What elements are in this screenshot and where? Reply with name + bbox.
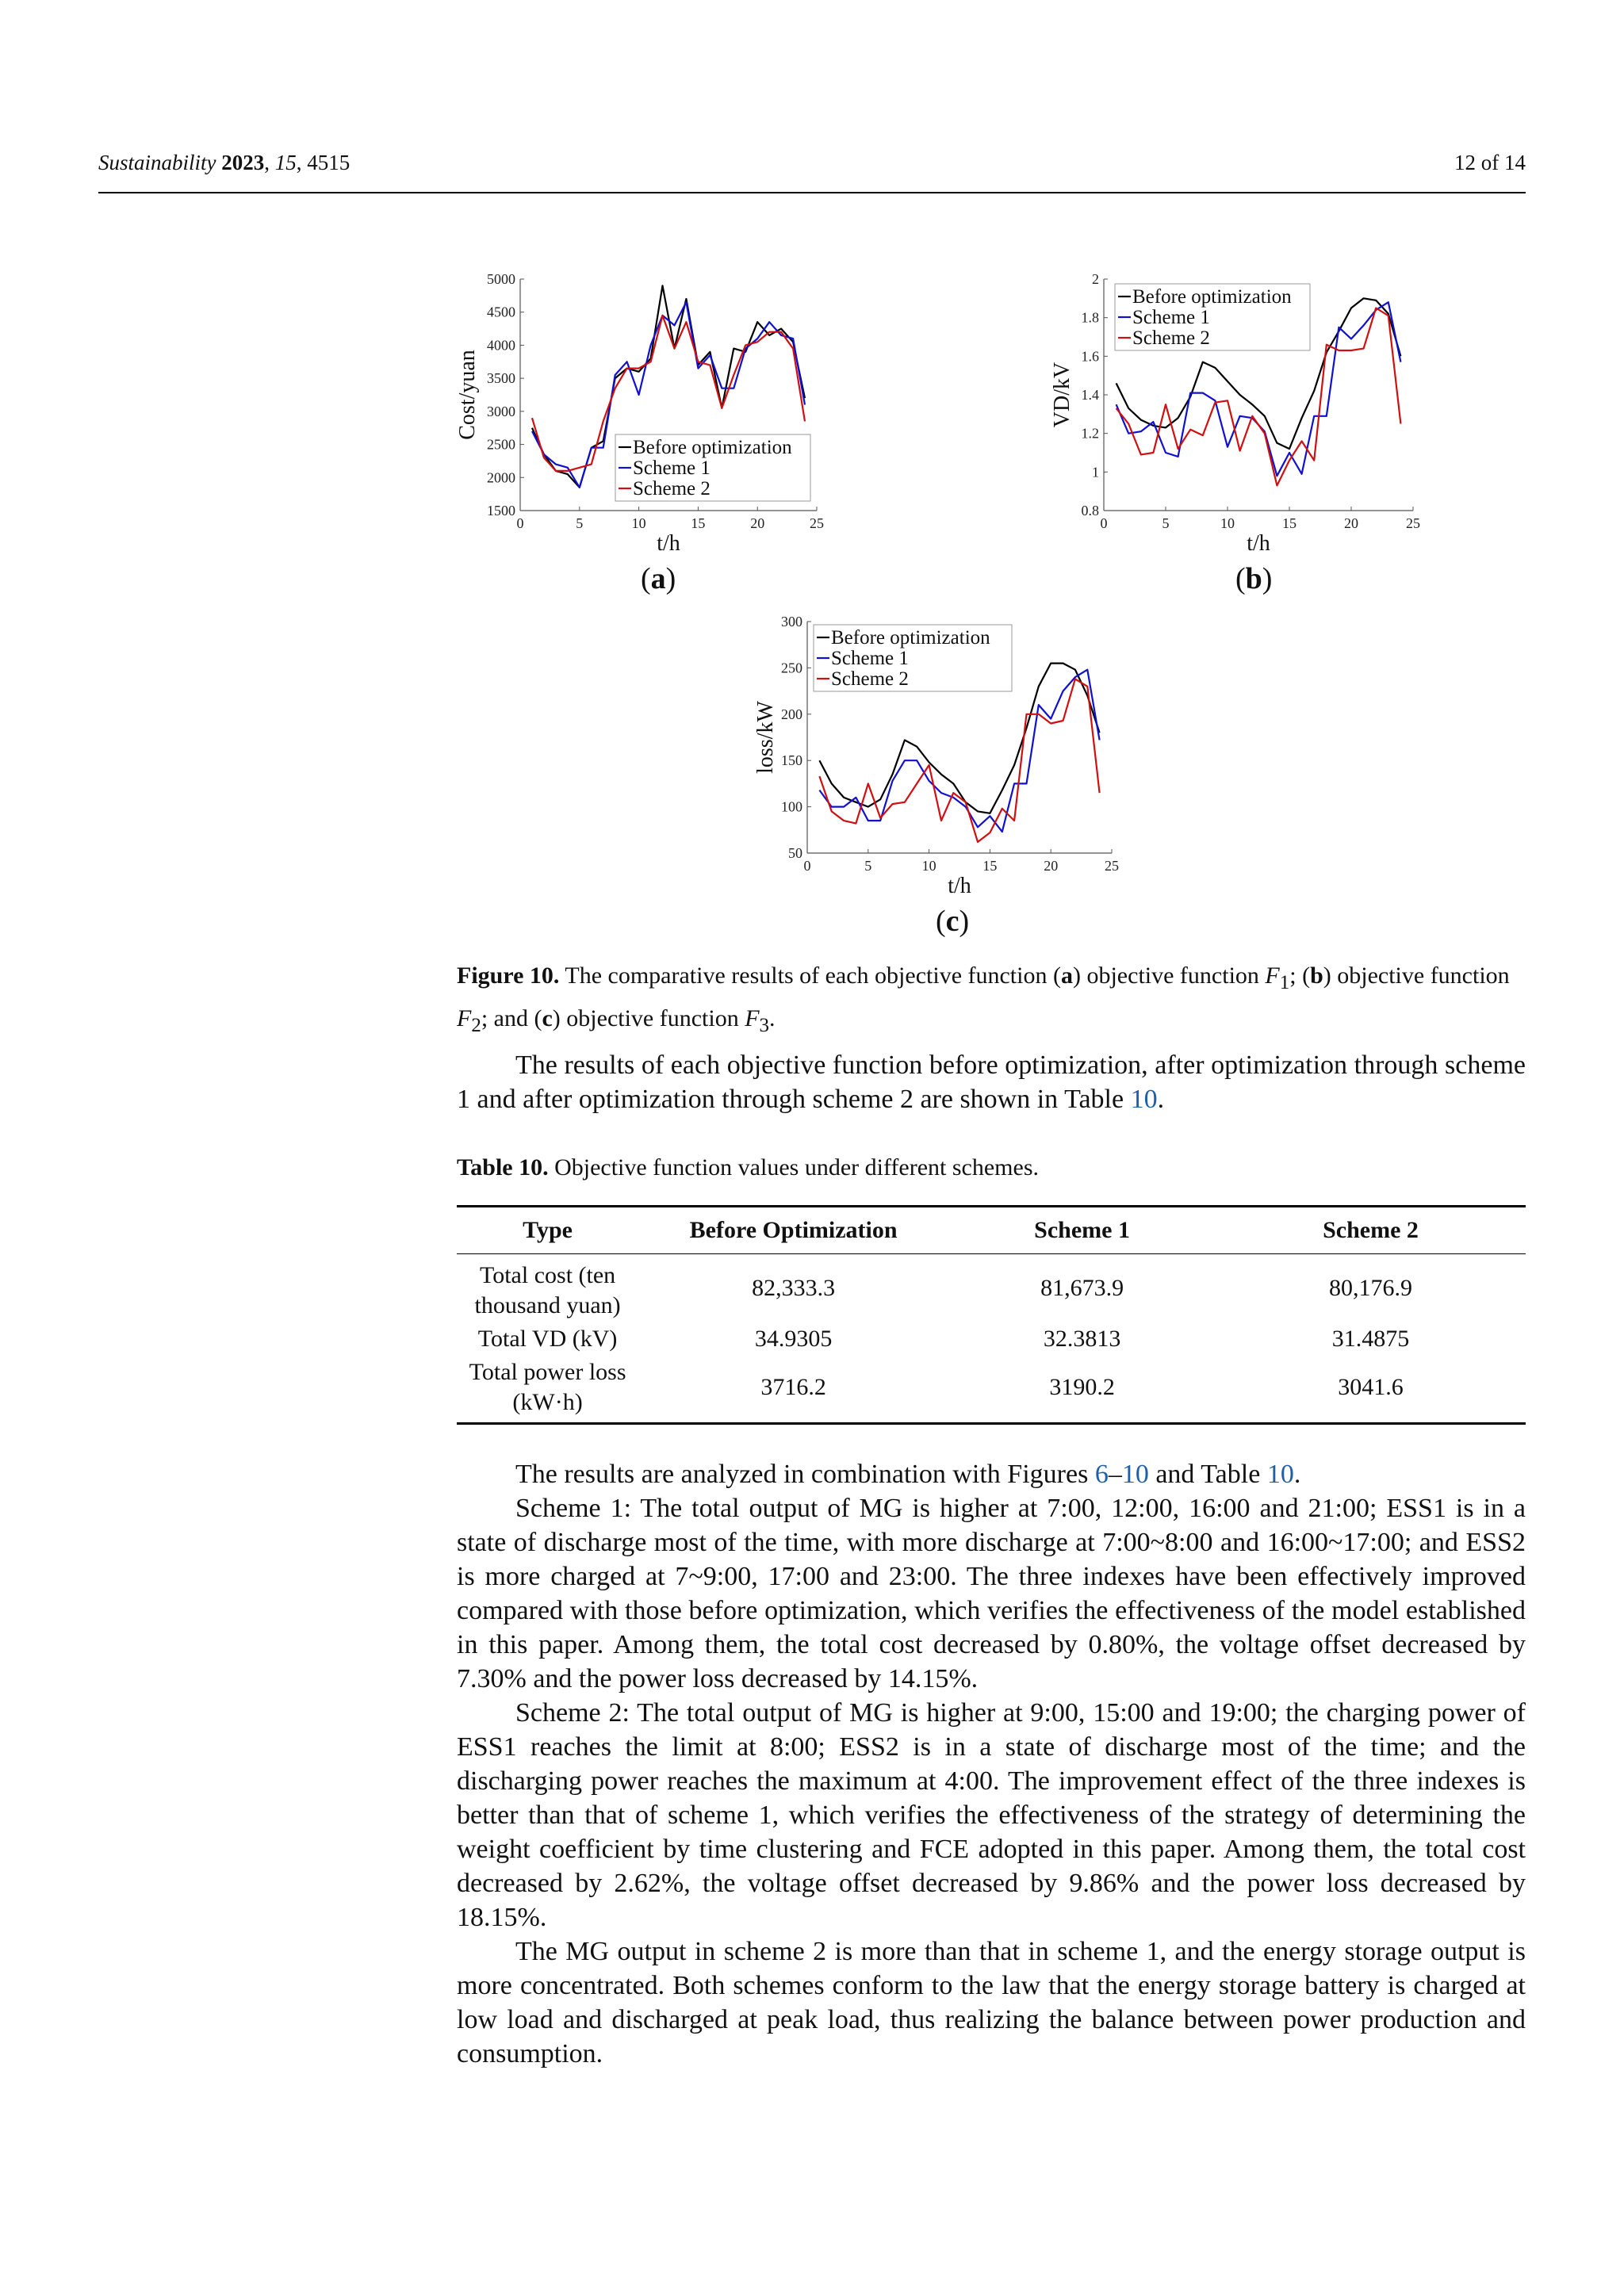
y-tick-label: 2 <box>1092 271 1099 287</box>
x-tick-label: 10 <box>1220 515 1235 531</box>
table-row: Total power loss (kW·h) 3716.2 3190.2 3041.6 <box>457 1356 1526 1424</box>
x-axis-label: t/h <box>657 531 680 556</box>
panel-label-c: (c) <box>936 905 970 938</box>
legend-entry: Before optimization <box>831 627 990 649</box>
x-tick-label: 25 <box>810 515 824 531</box>
figure-caption: Figure 10. The comparative results of each objective function (a) objective function $F_1$; (b) objective function $F_2$; and (c) objective function $F_3$. <box>457 962 1510 1036</box>
panel-label-a: (a) <box>641 562 676 595</box>
table-header-row <box>457 1207 1526 1254</box>
y-tick-label: 1500 <box>487 503 515 519</box>
y-tick-label: 1.2 <box>1081 425 1099 442</box>
chart-c-svg <box>752 612 1124 913</box>
y-tick-label: 4000 <box>487 337 515 354</box>
figure-link-10[interactable]: 10 <box>1121 1460 1149 1489</box>
y-tick-label: 1 <box>1092 464 1099 480</box>
legend-entry: Scheme 1 <box>633 457 710 479</box>
y-tick-label: 3500 <box>487 370 515 387</box>
col-type: Type <box>457 1207 638 1254</box>
y-tick-label: 100 <box>781 798 802 815</box>
legend-entry: Scheme 2 <box>831 668 909 690</box>
panel-label-b: (b) <box>1235 562 1273 595</box>
x-tick-label: 15 <box>691 515 706 531</box>
results-table <box>457 1205 1526 1425</box>
x-tick-label: 25 <box>1105 858 1119 874</box>
y-axis-label: Cost/yuan <box>455 350 480 440</box>
y-tick-label: 250 <box>781 660 802 676</box>
journal-name: Sustainability <box>98 151 216 174</box>
paragraph-scheme1: Scheme 1: The total output of MG is higher at 7:00, 12:00, 16:00 and 21:00; ESS1 is in a state of discharge most of the time, with more discharge at 7:00~8:00 and 16:00~17:00; and ESS2 is more charged at 7~9:00, 17:00 and 23:00. The three indexes have been effectively improved compared with those before optimization, which verifies the effectiveness of the model established in this paper. Among them, the total cost decreased by 0.80%, the voltage offset decreased by 7.30% and the power loss decreased by 14.15%. <box>457 1494 1526 1693</box>
y-tick-label: 2000 <box>487 469 515 486</box>
chart-c <box>752 612 1124 913</box>
legend-entry: Before optimization <box>1132 286 1292 308</box>
y-tick-label: 50 <box>788 845 802 861</box>
x-tick-label: 5 <box>864 858 872 874</box>
x-tick-label: 0 <box>1100 515 1108 531</box>
article-number: 4515 <box>307 151 350 174</box>
col-scheme2: Scheme 2 <box>1216 1207 1526 1254</box>
table-caption: Table 10. Objective function values under different schemes. <box>457 1154 1039 1181</box>
table-link[interactable]: 10 <box>1130 1085 1158 1114</box>
chart-a-svg <box>455 270 825 571</box>
col-scheme1: Scheme 1 <box>948 1207 1216 1254</box>
y-tick-label: 150 <box>781 752 802 769</box>
legend-entry: Scheme 2 <box>1132 327 1210 349</box>
legend-entry: Scheme 1 <box>1132 307 1210 328</box>
x-tick-label: 15 <box>982 858 998 874</box>
journal-year: 2023 <box>221 151 265 174</box>
figure-link-6[interactable]: 6 <box>1094 1460 1109 1489</box>
page-number: 12 of 14 <box>1454 151 1526 174</box>
intro-paragraph: The results of each objective function before optimization, after optimization through scheme 1 and after optimization through scheme 2 are shown in Table 10. <box>457 1050 1526 1114</box>
y-axis-label: loss/kW <box>753 701 778 774</box>
x-tick-label: 15 <box>1282 515 1297 531</box>
legend-entry: Before optimization <box>633 437 792 458</box>
x-tick-label: 20 <box>1344 515 1358 531</box>
x-axis-label: t/h <box>948 874 971 898</box>
header-rule <box>98 192 1526 193</box>
y-tick-label: 200 <box>781 706 802 722</box>
paragraph-summary: The MG output in scheme 2 is more than that in scheme 1, and the energy storage output is more concentrated. Both schemes conform to the law that the energy storage battery is charged at low load and discharged at peak load, thus realizing the balance between power production and consumption. <box>457 1937 1526 2068</box>
y-tick-label: 1.4 <box>1081 387 1099 403</box>
y-tick-label: 300 <box>781 614 802 629</box>
chart-a <box>455 270 825 571</box>
table-row: Total cost (ten thousand yuan) 82,333.3 81,673.9 80,176.9 <box>474 1262 1413 1318</box>
legend-entry: Scheme 2 <box>633 478 710 499</box>
x-tick-label: 10 <box>921 858 936 874</box>
y-axis-label: VD/kV <box>1050 362 1074 428</box>
y-tick-label: 1.8 <box>1081 309 1099 326</box>
y-tick-label: 1.6 <box>1081 348 1099 365</box>
chart-b <box>1045 270 1418 571</box>
x-tick-label: 20 <box>1044 858 1059 874</box>
body-text <box>457 1457 1526 2071</box>
x-tick-label: 20 <box>750 515 765 531</box>
x-axis-label: t/h <box>1247 531 1270 556</box>
y-tick-label: 4500 <box>487 304 515 320</box>
paragraph-scheme2: Scheme 2: The total output of MG is higher at 9:00, 15:00 and 19:00; the charging power of ESS1 reaches the limit at 8:00; ESS2 is in a state of discharge most of the time; and the discharging power reaches the maximum at 4:00. The improvement effect of the three indexes is better than that of scheme 1, which verifies the effectiveness of the strategy of determining the weight coefficient by time clustering and FCE adopted in this paper. Among them, the total cost decreased by 2.62%, the voltage offset decreased by 9.86% and the power loss decreased by 18.15%. <box>457 1698 1526 1932</box>
table-link-10[interactable]: 10 <box>1266 1460 1294 1489</box>
table-row: Total VD (kV) 34.9305 32.3813 31.4875 <box>477 1326 1410 1352</box>
x-tick-label: 5 <box>1162 515 1170 531</box>
journal-volume: 15 <box>274 151 297 174</box>
x-tick-label: 0 <box>516 515 524 531</box>
x-tick-label: 25 <box>1406 515 1420 531</box>
y-tick-label: 5000 <box>487 271 515 287</box>
x-tick-label: 0 <box>803 858 811 874</box>
chart-b-svg <box>1045 270 1418 571</box>
y-tick-label: 0.8 <box>1081 503 1099 519</box>
y-tick-label: 2500 <box>487 436 515 453</box>
paragraph-1: The results are analyzed in combination with Figures 6–10 and Table 10. <box>515 1460 1301 1489</box>
running-header: Sustainability 2023, 15, 4515 <box>98 151 350 174</box>
y-tick-label: 3000 <box>487 403 515 419</box>
col-before: Before Optimization <box>638 1207 948 1254</box>
x-tick-label: 5 <box>576 515 584 531</box>
x-tick-label: 10 <box>631 515 646 531</box>
legend-entry: Scheme 1 <box>831 648 909 669</box>
